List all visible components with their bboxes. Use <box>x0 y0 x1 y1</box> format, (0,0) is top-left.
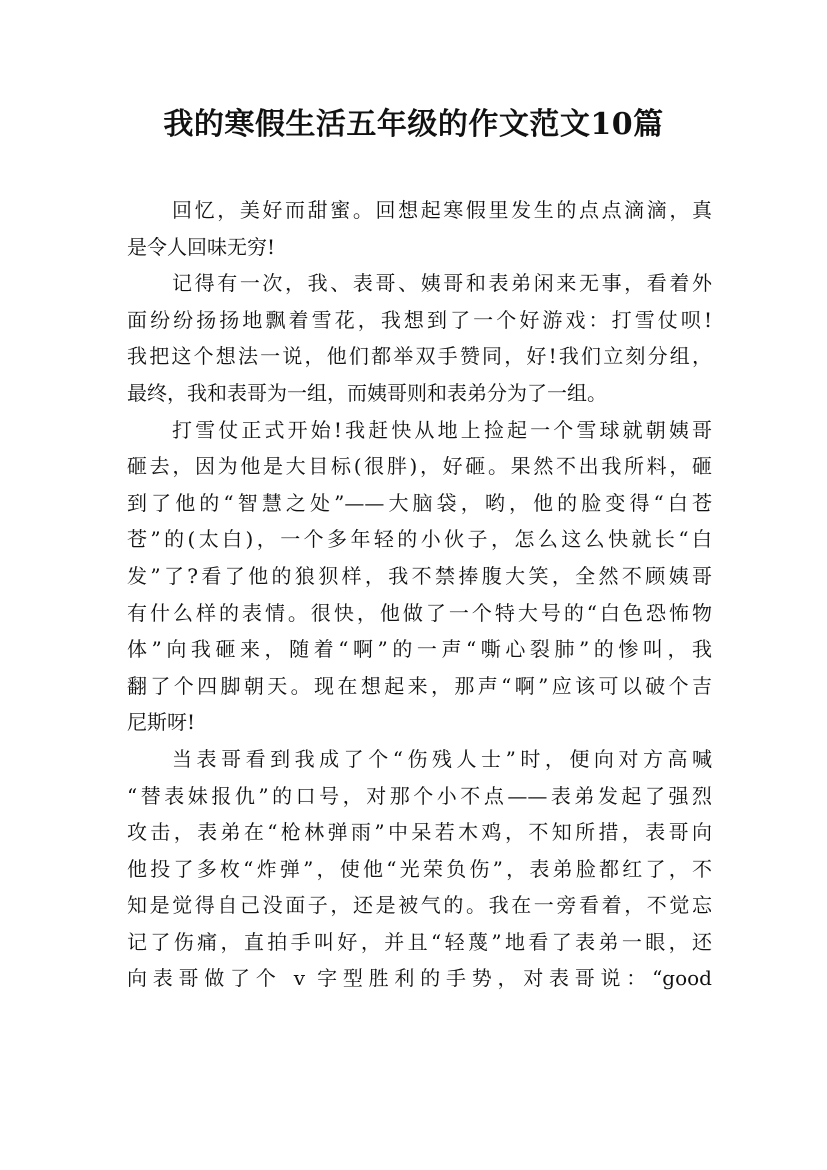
document-body <box>127 192 712 997</box>
text-line: 我把这个想法一说，他们都举双手赞同，好!我们立刻分组， <box>127 344 712 369</box>
text-line: 是令人回味无穷! <box>127 234 276 259</box>
text-line: 面纷纷扬扬地飘着雪花，我想到了一个好游戏：打雪仗呗! <box>127 307 712 332</box>
text-line: “替表妹报仇”的口号，对那个小不点——表弟发起了强烈 <box>127 783 712 808</box>
text-line: 打雪仗正式开始!我赶快从地上捡起一个雪球就朝姨哥 <box>172 417 712 442</box>
text-line: 苍”的(太白)，一个多年轻的小伙子，怎么这么快就长“白 <box>127 527 712 552</box>
text-line: 最终，我和表哥为一组，而姨哥则和表弟分为了一组。 <box>127 380 607 405</box>
text-line: 尼斯呀! <box>127 710 196 735</box>
text-line: 他投了多枚“炸弹”，使他“光荣负伤”，表弟脸都红了，不 <box>127 856 712 881</box>
text-line: 砸去，因为他是大目标(很胖)，好砸。果然不出我所料，砸 <box>127 454 712 479</box>
text-line: 记得有一次，我、表哥、姨哥和表弟闲来无事，看着外 <box>172 271 712 296</box>
text-line: 体”向我砸来，随着“啊”的一声“嘶心裂肺”的惨叫，我 <box>127 637 712 662</box>
text-line: 到了他的“智慧之处”——大脑袋，哟，他的脸变得“白苍 <box>127 490 712 515</box>
document-title: 我的寒假生活五年级的作文范文10篇 <box>163 107 664 142</box>
text-line: 当表哥看到我成了个“伤残人士”时，便向对方高喊 <box>172 746 712 771</box>
text-line: 翻了个四脚朝天。现在想起来，那声“啊”应该可以破个吉 <box>127 673 712 698</box>
text-line: 记了伤痛，直拍手叫好，并且“轻蔑”地看了表弟一眼，还 <box>127 929 712 954</box>
text-line: 攻击，表弟在“枪林弹雨”中呆若木鸡，不知所措，表哥向 <box>127 820 712 845</box>
text-line: 回忆，美好而甜蜜。回想起寒假里发生的点点滴滴，真 <box>172 198 712 222</box>
text-line: 有什么样的表情。很快，他做了一个特大号的“白色恐怖物 <box>127 600 712 625</box>
text-line: 向表哥做了个 v 字型胜利的手势，对表哥说：“good <box>127 966 712 991</box>
text-line: 发”了?看了他的狼狈样，我不禁捧腹大笑，全然不顾姨哥 <box>127 563 712 588</box>
text-line: 知是觉得自己没面子，还是被气的。我在一旁看着，不觉忘 <box>127 893 712 918</box>
